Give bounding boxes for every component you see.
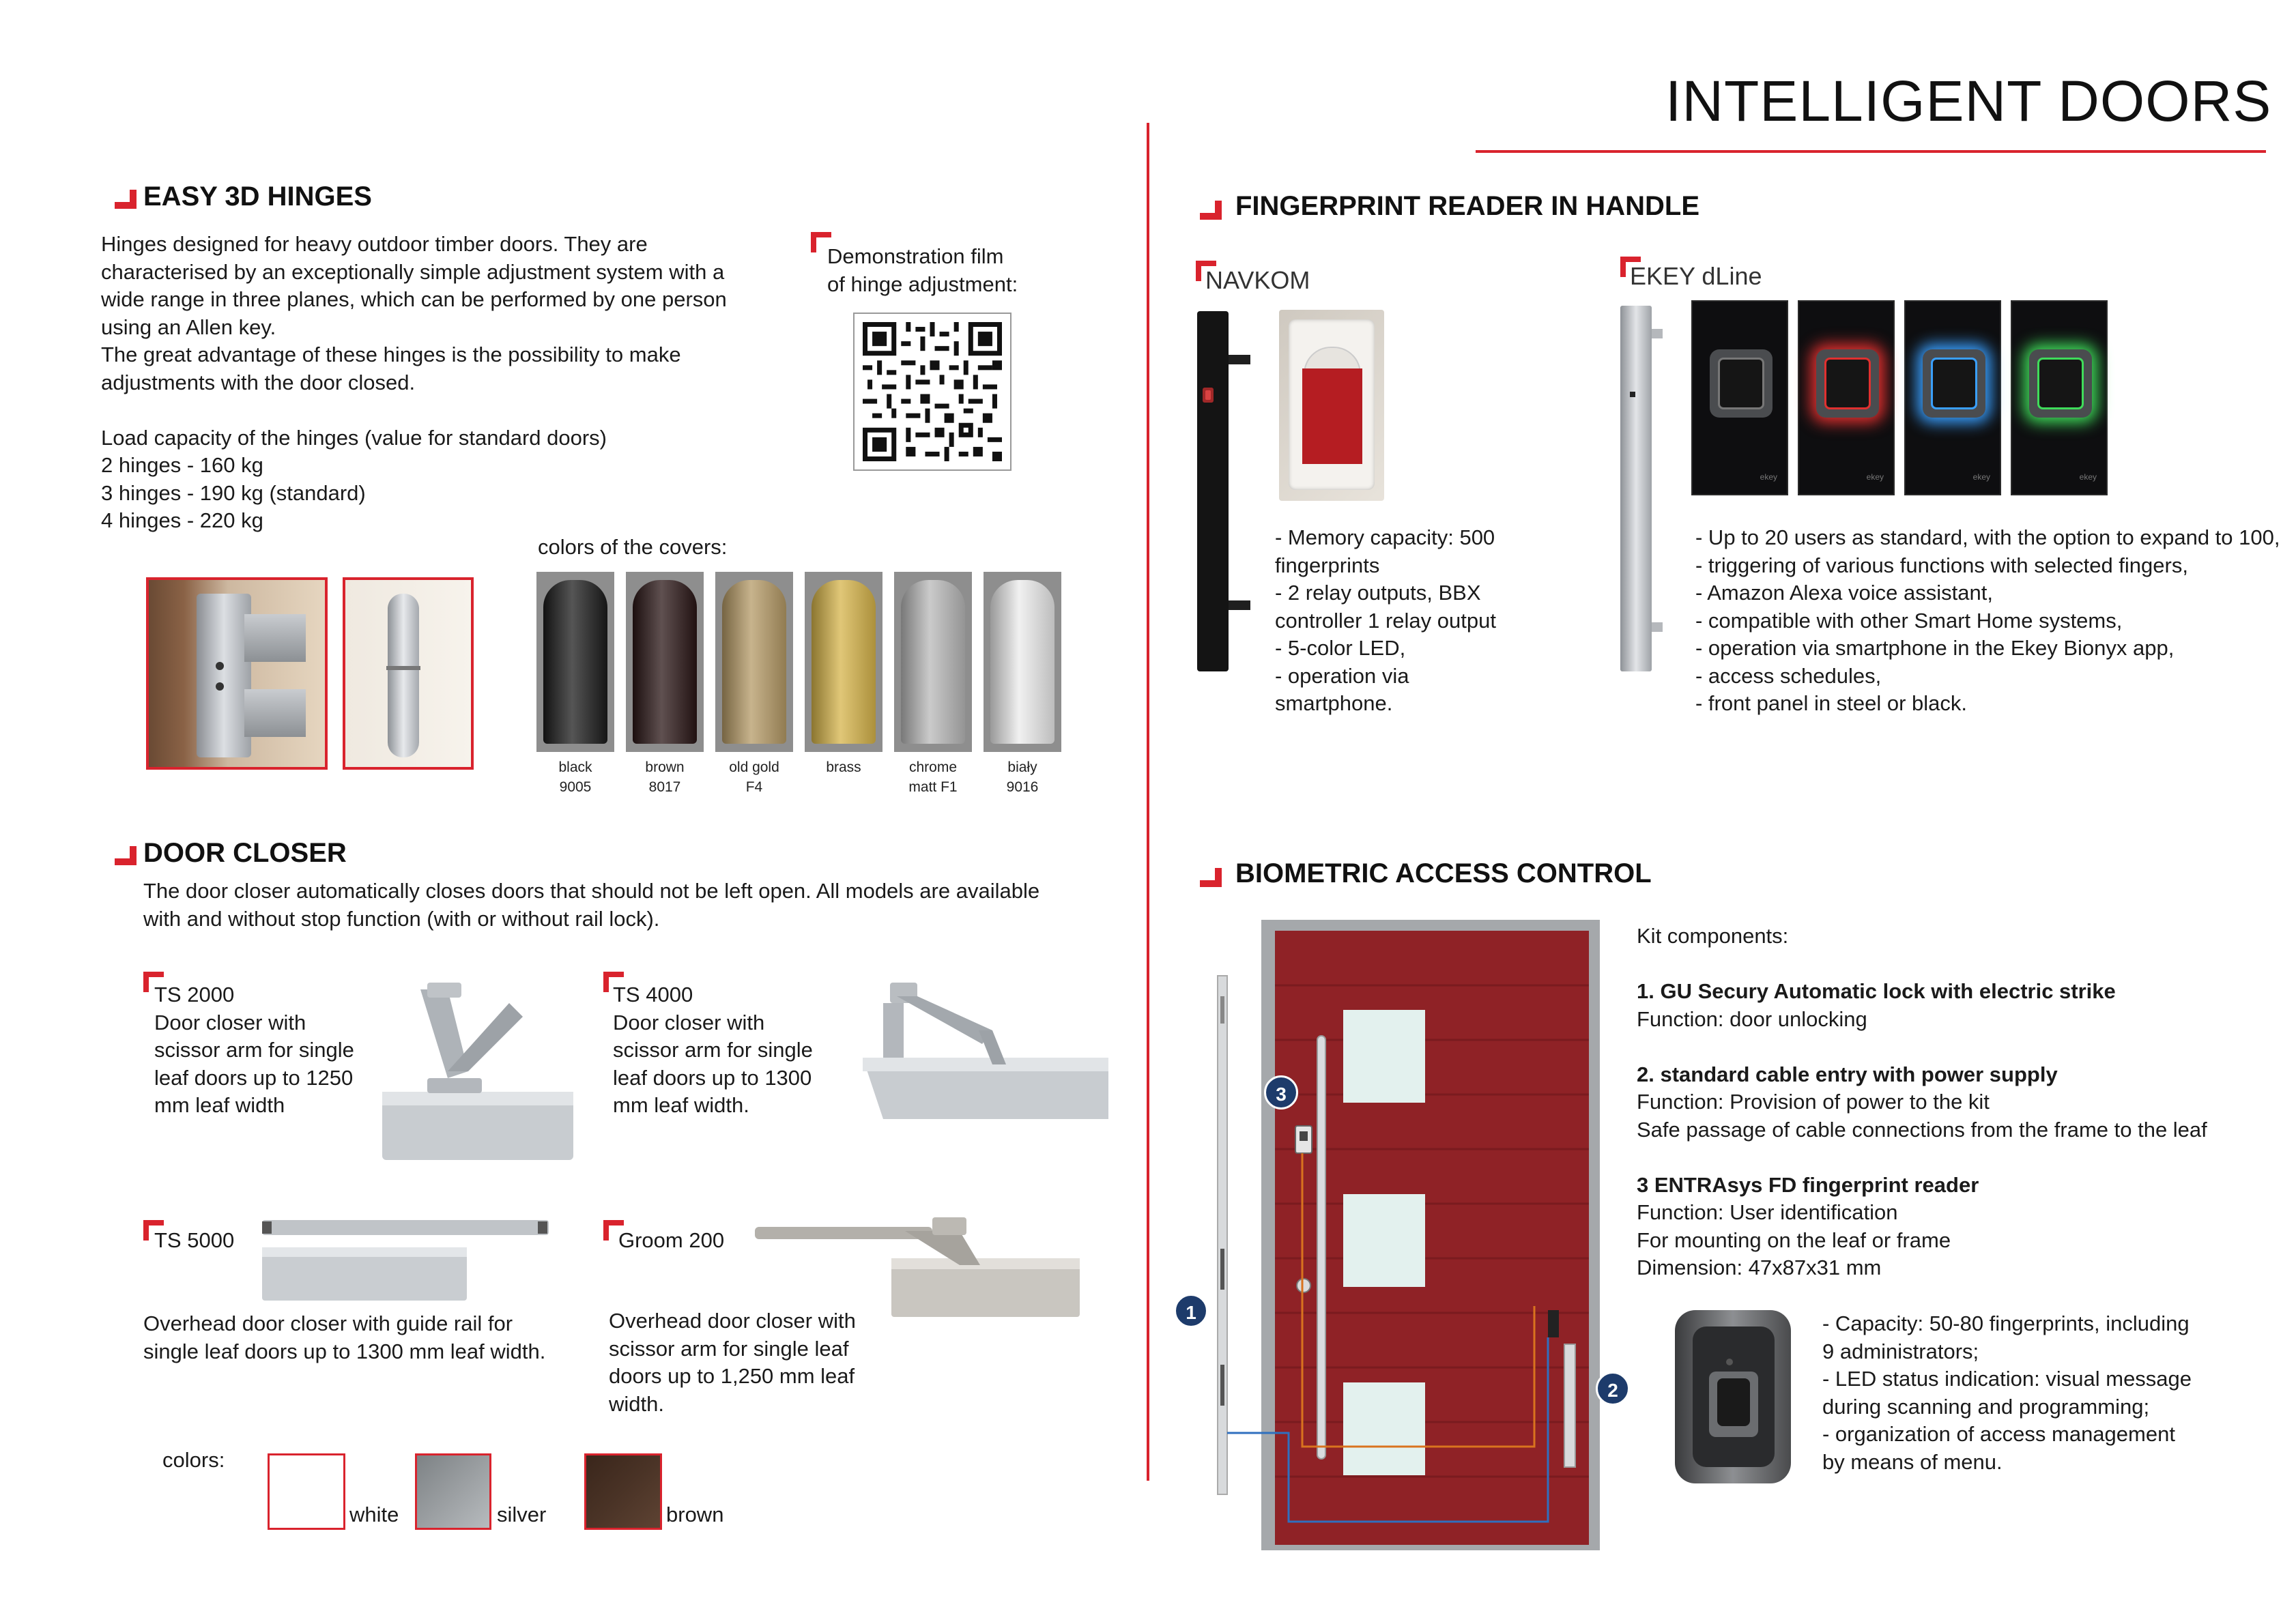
ekey-logo: ekey bbox=[1866, 472, 1884, 482]
closer-photo-groom bbox=[755, 1217, 1082, 1320]
ekey-logo: ekey bbox=[1760, 472, 1777, 482]
navkom-handle-photo bbox=[1193, 307, 1254, 676]
feature-line: - front panel in steel or black. bbox=[1695, 691, 1968, 715]
section-marker-icon bbox=[1200, 201, 1222, 220]
cover-name: black bbox=[558, 759, 592, 775]
desc-line: The great advantage of these hinges is the possibility to make bbox=[101, 343, 681, 366]
navkom-features bbox=[1275, 524, 1496, 718]
model-line: mm leaf width bbox=[154, 1093, 285, 1117]
section-marker-icon bbox=[1200, 868, 1222, 887]
qr-code-icon bbox=[863, 322, 1002, 461]
cover-swatch bbox=[894, 572, 972, 752]
cover-label bbox=[710, 757, 799, 797]
hinge-photo-1 bbox=[146, 577, 328, 770]
feature-line: smartphone. bbox=[1275, 691, 1393, 715]
cover-name: biały bbox=[1007, 759, 1037, 775]
demo-line: Demonstration film bbox=[827, 244, 1004, 268]
hinges-description bbox=[101, 231, 727, 535]
load-line: 4 hinges - 220 kg bbox=[101, 508, 263, 532]
component-line: Function: door unlocking bbox=[1637, 1006, 1867, 1031]
navkom-brand: NAVKOM bbox=[1205, 266, 1310, 294]
ekey-handle-photo bbox=[1616, 302, 1665, 676]
desc-line: Hinges designed for heavy outdoor timber doors. They are bbox=[101, 232, 648, 256]
model-line: width. bbox=[609, 1391, 664, 1416]
cover-name: brass bbox=[826, 759, 861, 775]
component-line: For mounting on the leaf or frame bbox=[1637, 1228, 1951, 1252]
section-marker-icon bbox=[115, 190, 137, 209]
desc-line: wide range in three planes, which can be performed by one person bbox=[101, 287, 727, 311]
cover-code: matt F1 bbox=[908, 779, 958, 795]
color-label-white: white bbox=[349, 1503, 399, 1526]
cover-name: chrome bbox=[908, 759, 958, 775]
model-line: scissor arm for single leaf bbox=[609, 1336, 849, 1361]
closer-title: DOOR CLOSER bbox=[143, 838, 347, 868]
model-line: leaf doors up to 1250 bbox=[154, 1065, 354, 1090]
callout-badge: 3 bbox=[1264, 1075, 1298, 1110]
model-line: scissor arm for single bbox=[613, 1038, 813, 1062]
feature-line: - LED status indication: visual message bbox=[1822, 1367, 2192, 1391]
door-illustration bbox=[1166, 914, 1603, 1556]
model-name: TS 4000 bbox=[613, 983, 693, 1006]
color-label-silver: silver bbox=[497, 1503, 547, 1526]
cover-swatch bbox=[805, 572, 882, 752]
model-line: single leaf doors up to 1300 mm leaf width. bbox=[143, 1339, 546, 1363]
cover-swatch bbox=[626, 572, 704, 752]
closer-colors-label: colors: bbox=[162, 1448, 225, 1472]
feature-line: - Memory capacity: 500 bbox=[1275, 525, 1495, 549]
model-line: doors up to 1,250 mm leaf bbox=[609, 1364, 855, 1388]
cover-swatch bbox=[715, 572, 793, 752]
ekey-panel bbox=[1798, 300, 1895, 495]
closer-photo-ts2000 bbox=[379, 976, 577, 1167]
demo-line: of hinge adjustment: bbox=[827, 272, 1018, 296]
closer-description bbox=[143, 878, 1039, 933]
callout-badge: 1 bbox=[1174, 1294, 1208, 1328]
ekey-panel bbox=[1691, 300, 1788, 495]
model-line: Door closer with bbox=[154, 1010, 306, 1034]
color-swatch-silver bbox=[415, 1453, 491, 1530]
callout-badge: 2 bbox=[1596, 1372, 1630, 1406]
feature-line: - access schedules, bbox=[1695, 663, 1882, 688]
component-line: Function: Provision of power to the kit bbox=[1637, 1090, 1990, 1114]
feature-line: by means of menu. bbox=[1822, 1449, 2003, 1474]
cover-name: brown bbox=[645, 759, 685, 775]
component-line: Function: User identification bbox=[1637, 1200, 1898, 1224]
feature-line: - 5-color LED, bbox=[1275, 636, 1406, 660]
covers-label: colors of the covers: bbox=[538, 535, 728, 559]
component-title: 3 ENTRAsys FD fingerprint reader bbox=[1637, 1172, 1979, 1197]
feature-line: - Capacity: 50-80 fingerprints, including bbox=[1822, 1311, 2190, 1335]
ekey-panel bbox=[1904, 300, 2001, 495]
load-line: 2 hinges - 160 kg bbox=[101, 453, 263, 477]
feature-line: - 2 relay outputs, BBX bbox=[1275, 581, 1481, 605]
cover-name: old gold bbox=[729, 759, 779, 775]
cover-swatch bbox=[536, 572, 614, 752]
cover-code: 8017 bbox=[648, 779, 681, 795]
closer-photo-ts4000 bbox=[856, 976, 1113, 1133]
model-line: Overhead door closer with bbox=[609, 1309, 856, 1333]
ekey-features bbox=[1695, 524, 2280, 718]
load-line: 3 hinges - 190 kg (standard) bbox=[101, 480, 366, 505]
model-name: TS 2000 bbox=[154, 983, 235, 1006]
model-groom-name: Groom 200 bbox=[618, 1228, 725, 1252]
color-swatch-brown bbox=[584, 1453, 662, 1530]
cover-code: F4 bbox=[745, 779, 763, 795]
feature-line: - operation via smartphone in the Ekey Bionyx app, bbox=[1695, 636, 2175, 660]
ekey-panel bbox=[2011, 300, 2108, 495]
fingerprint-title: FINGERPRINT READER IN HANDLE bbox=[1235, 191, 1700, 221]
desc-line: The door closer automatically closes doors that should not be left open. All models are available bbox=[143, 879, 1040, 903]
page-title: INTELLIGENT DOORS bbox=[1665, 69, 2272, 133]
desc-line: characterised by an exceptionally simple adjustment system with a bbox=[101, 259, 725, 284]
feature-line: - operation via bbox=[1275, 663, 1409, 688]
color-swatch-white bbox=[268, 1453, 345, 1530]
feature-line: controller 1 relay output bbox=[1275, 608, 1496, 633]
feature-line: fingerprints bbox=[1275, 553, 1380, 577]
ekey-logo: ekey bbox=[1972, 472, 1990, 482]
reader-features bbox=[1822, 1310, 2192, 1476]
section-marker-icon bbox=[115, 846, 137, 865]
feature-line: - Up to 20 users as standard, with the option to expand to 100, bbox=[1695, 525, 2280, 549]
model-line: Door closer with bbox=[613, 1010, 765, 1034]
ekey-logo: ekey bbox=[2079, 472, 2097, 482]
kit-label: Kit components: bbox=[1637, 924, 1789, 948]
desc-line: using an Allen key. bbox=[101, 315, 276, 339]
kit-components bbox=[1637, 923, 2207, 1282]
model-ts5000-text bbox=[143, 1310, 545, 1365]
cover-code: 9005 bbox=[559, 779, 592, 795]
component-line: Dimension: 47x87x31 mm bbox=[1637, 1256, 1882, 1279]
cover-label bbox=[531, 757, 620, 797]
hinges-title: EASY 3D HINGES bbox=[143, 182, 372, 212]
feature-line: - Amazon Alexa voice assistant, bbox=[1695, 581, 1993, 605]
qr-code[interactable] bbox=[853, 313, 1011, 471]
model-line: mm leaf width. bbox=[613, 1093, 749, 1117]
component-title: 2. standard cable entry with power supply bbox=[1637, 1062, 2058, 1086]
ekey-brand: EKEY dLine bbox=[1630, 262, 1762, 290]
navkom-reader-photo bbox=[1279, 310, 1384, 501]
desc-line: adjustments with the door closed. bbox=[101, 370, 416, 394]
model-line: Overhead door closer with guide rail for bbox=[143, 1311, 513, 1335]
feature-line: - organization of access management bbox=[1822, 1422, 2175, 1446]
load-line: Load capacity of the hinges (value for standard doors) bbox=[101, 425, 607, 450]
model-line: scissor arm for single bbox=[154, 1038, 354, 1062]
hinge-photo-2 bbox=[343, 577, 474, 770]
title-underline bbox=[1476, 150, 2266, 153]
biometric-title: BIOMETRIC ACCESS CONTROL bbox=[1235, 858, 1652, 888]
model-ts4000 bbox=[613, 981, 813, 1120]
cover-label bbox=[978, 757, 1067, 797]
cover-swatch bbox=[984, 572, 1061, 752]
feature-line: - compatible with other Smart Home systems, bbox=[1695, 608, 2123, 633]
component-title: 1. GU Secury Automatic lock with electric strike bbox=[1637, 979, 2116, 1003]
center-divider bbox=[1147, 123, 1149, 1481]
feature-line: 9 administrators; bbox=[1822, 1339, 1979, 1363]
color-label-brown: brown bbox=[666, 1503, 724, 1526]
cover-label bbox=[799, 757, 888, 777]
model-line: leaf doors up to 1300 bbox=[613, 1065, 812, 1090]
model-groom-text bbox=[609, 1307, 856, 1418]
cover-code: 9016 bbox=[1006, 779, 1039, 795]
component-line: Safe passage of cable connections from the frame to the leaf bbox=[1637, 1117, 2207, 1142]
desc-line: with and without stop function (with or without rail lock). bbox=[143, 906, 660, 931]
demo-film-text bbox=[827, 243, 1018, 298]
closer-photo-ts5000 bbox=[259, 1220, 553, 1302]
fingerprint-reader-photo bbox=[1668, 1296, 1798, 1494]
cover-label bbox=[889, 757, 977, 797]
feature-line: - triggering of various functions with selected fingers, bbox=[1695, 553, 2188, 577]
model-ts2000 bbox=[154, 981, 354, 1120]
model-ts5000-name: TS 5000 bbox=[154, 1228, 235, 1252]
cover-label bbox=[620, 757, 709, 797]
feature-line: during scanning and programming; bbox=[1822, 1394, 2150, 1419]
